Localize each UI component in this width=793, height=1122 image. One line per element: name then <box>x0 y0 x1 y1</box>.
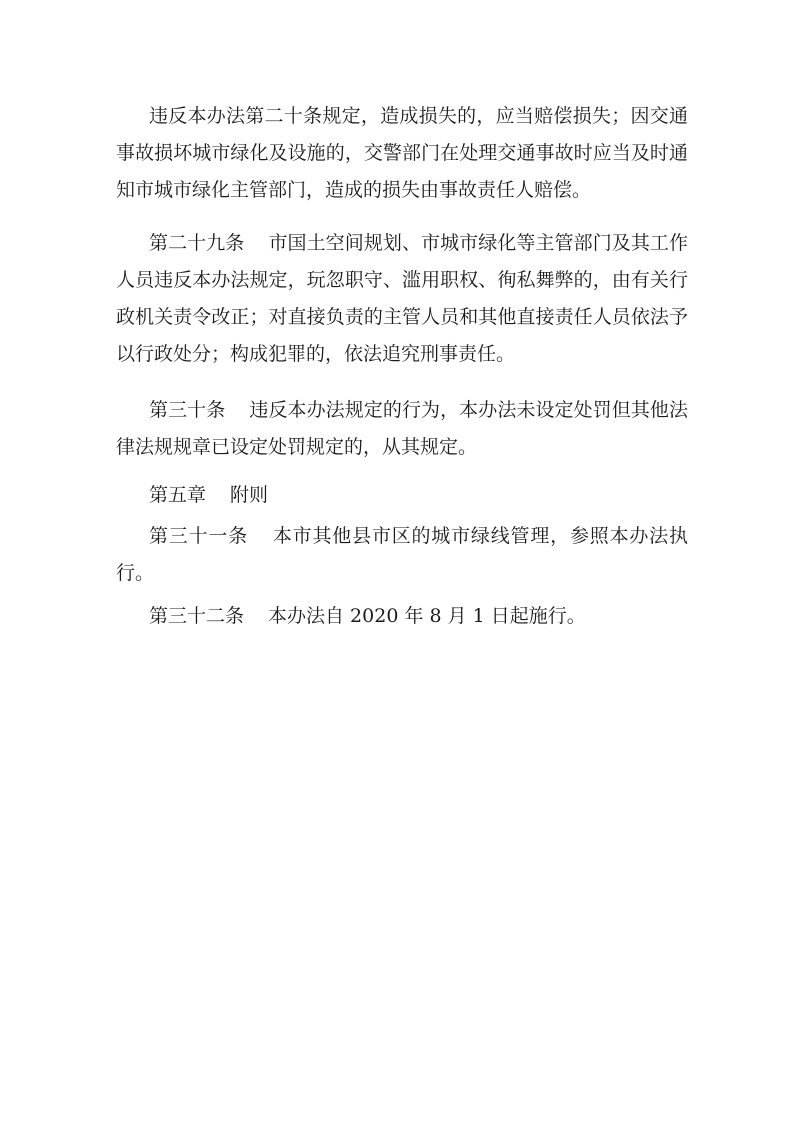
article-30 <box>116 392 688 466</box>
article-heading: 第三十一条 <box>149 525 249 547</box>
article-31 <box>116 518 688 592</box>
article-heading: 第三十二条 <box>149 605 245 627</box>
paragraph-line <box>116 225 688 262</box>
chapter-number: 第五章 <box>149 484 207 506</box>
paragraph-line <box>116 518 688 555</box>
article-text: 违反本办法规定的行为，本办法未设定处罚但其他法 <box>249 399 688 421</box>
chapter-title: 附则 <box>230 484 269 506</box>
article-text: 本市其他县市区的城市绿线管理，参照本办法执 <box>272 525 688 547</box>
paragraph-line: 律法规规章已设定处罚规定的，从其规定。 <box>116 436 478 458</box>
article-heading: 第三十条 <box>149 399 226 421</box>
paragraph-line: 事故损坏城市绿化及设施的，交警部门在处理交通事故时应当及时通 <box>116 142 688 164</box>
paragraph-line: 政机关责令改正；对直接负责的主管人员和其他直接责任人员依法予 <box>116 306 688 328</box>
paragraph-line <box>116 598 688 635</box>
article-heading: 第二十九条 <box>149 232 245 254</box>
paragraph-line: 知市城市绿化主管部门，造成的损失由事故责任人赔偿。 <box>116 179 592 201</box>
article-text: 市国土空间规划、市城市绿化等主管部门及其工作 <box>268 232 688 254</box>
paragraph-article-20-liability <box>116 98 688 209</box>
paragraph-line: 以行政处分；构成犯罪的，依法追究刑事责任。 <box>116 343 516 365</box>
paragraph-line <box>116 477 688 514</box>
paragraph-line: 行。 <box>116 562 155 584</box>
article-text: 本办法自 2020 年 8 月 1 日起施行。 <box>268 605 586 627</box>
paragraph-line: 人员违反本办法规定，玩忽职守、滥用职权、徇私舞弊的，由有关行 <box>116 269 688 291</box>
article-29 <box>116 225 688 373</box>
paragraph-line <box>116 392 688 429</box>
paragraph-line: 违反本办法第二十条规定，造成损失的，应当赔偿损失；因交通 <box>149 105 688 127</box>
article-32 <box>116 598 688 635</box>
chapter-5-heading <box>116 477 688 514</box>
